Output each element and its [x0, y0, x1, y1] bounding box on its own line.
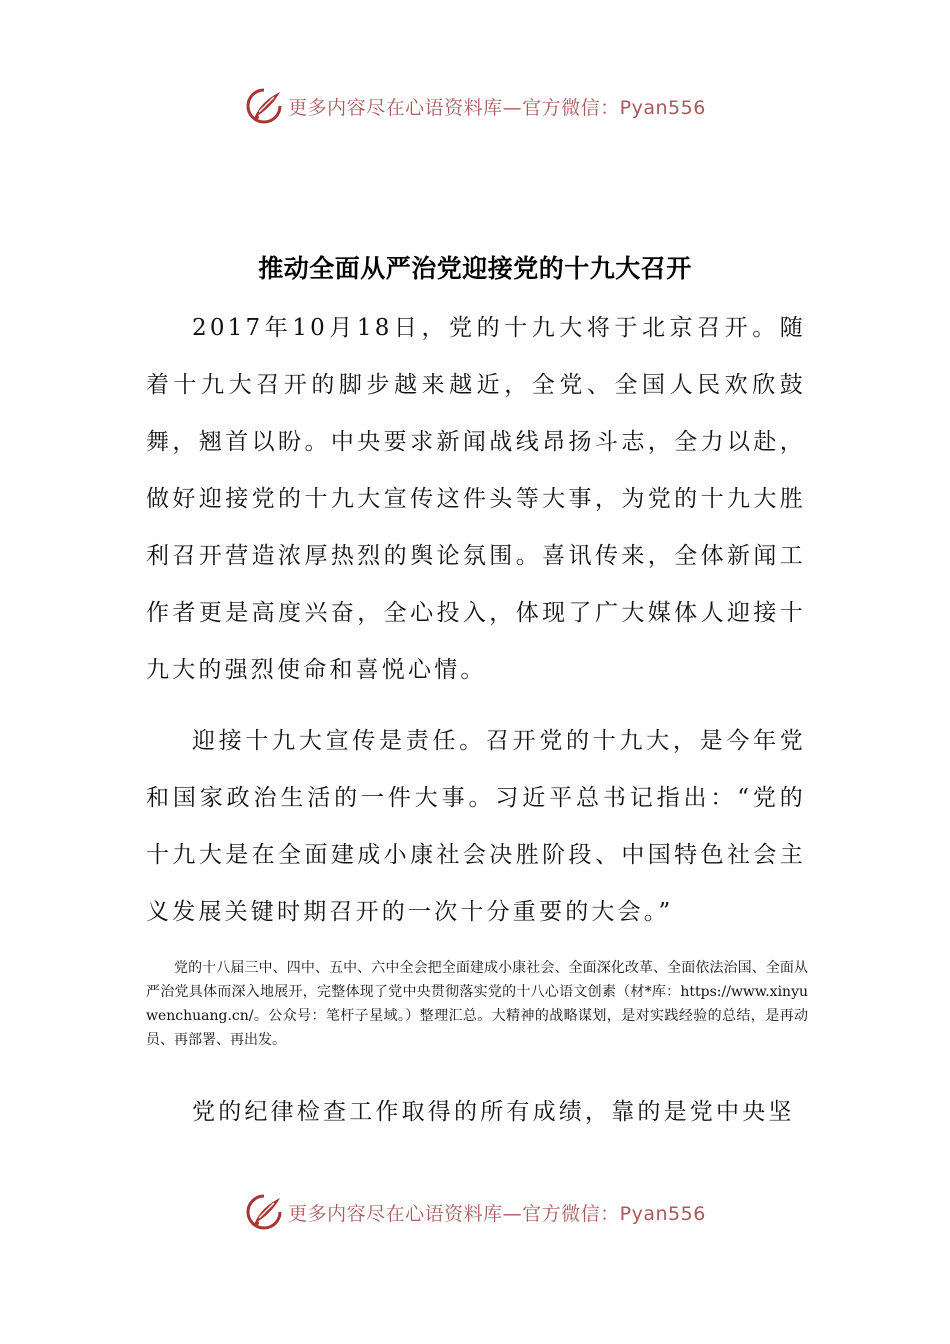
- paragraph-4: 党的纪律检查工作取得的所有成绩，靠的是党中央坚: [192, 1099, 795, 1125]
- banner-text: 更多内容尽在心语资料库—官方微信：Pyan556: [288, 96, 706, 119]
- footer-banner: [0, 1190, 950, 1234]
- pen-quill-logo-icon: [244, 1192, 284, 1232]
- header-banner: [0, 84, 950, 128]
- banner-text: 更多内容尽在心语资料库—官方微信：Pyan556: [288, 1202, 706, 1225]
- pen-quill-logo-icon: [244, 86, 284, 126]
- paragraph-3-small: 党的十八届三中、四中、五中、六中全会把全面建成小康社会、全面深化改革、全面依法治国、全面从严治党具体而深入地展开，完整体现了党中央贯彻落实党的十八心语文创素（材*库：https://www.xinyuwenchuang.cn/。公众号：笔杆子星域。）整理汇总。大精神的战略谋划，是对实践经验的总结，是再动员、再部署、再出发。: [146, 960, 808, 1048]
- paragraph-2: 迎接十九大宣传是责任。召开党的十九大，是今年党和国家政治生活的一件大事。习近平总书记指出：“党的十九大是在全面建成小康社会决胜阶段、中国特色社会主义发展关键时期召开的一次十分重要的大会。”: [146, 728, 806, 925]
- paragraph-1: 2017年10月18日，党的十九大将于北京召开。随着十九大召开的脚步越来越近，全党、全国人民欢欣鼓舞，翘首以盼。中央要求新闻战线昂扬斗志，全力以赴，做好迎接党的十九大宣传这件头等大事，为党的十九大胜利召开营造浓厚热烈的舆论氛围。喜讯传来，全体新闻工作者更是高度兴奋，全心投入，体现了广大媒体人迎接十九大的强烈使命和喜悦心情。: [146, 315, 806, 683]
- document-title: 推动全面从严治党迎接党的十九大召开: [258, 253, 692, 283]
